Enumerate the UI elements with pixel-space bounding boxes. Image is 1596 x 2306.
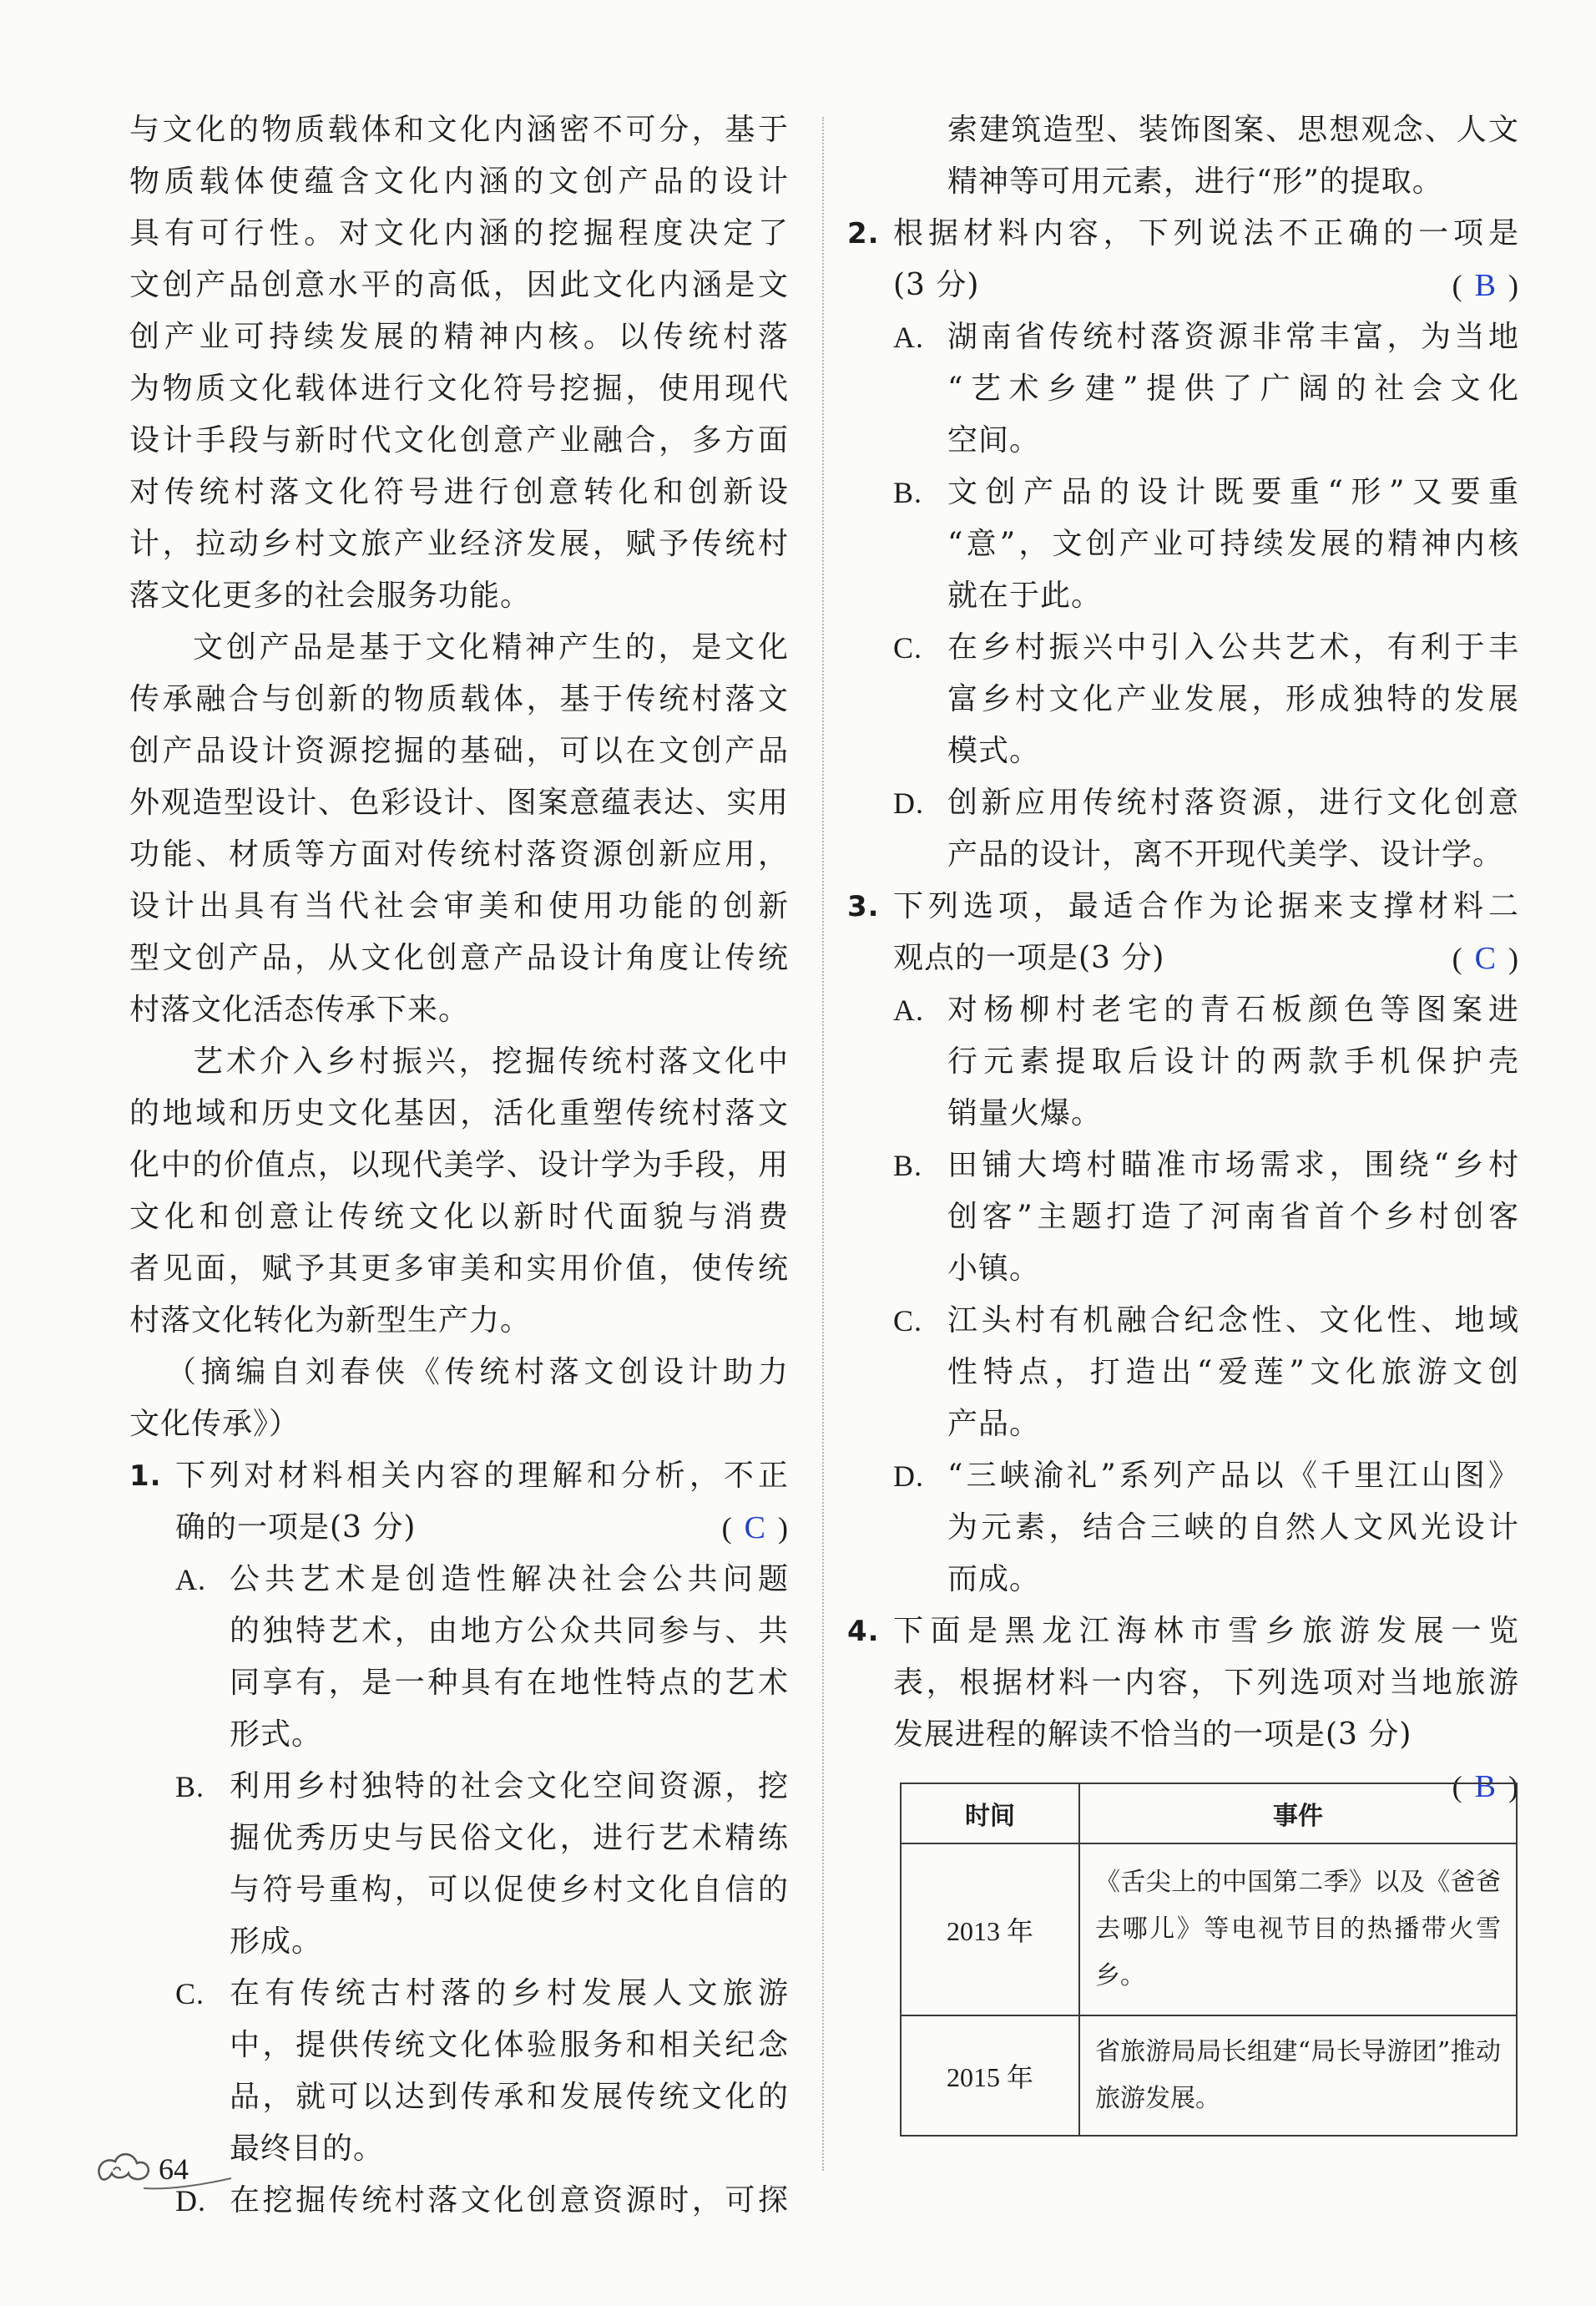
question-stem: 下面是黑龙江海林市雪乡旅游发展一览 [893,1614,1519,1648]
option-c [847,1295,1519,1450]
question-stem [893,260,1519,311]
text-line: 中，提供传统文化体验服务和相关纪念 [230,2028,789,2062]
option-b [847,467,1519,622]
option-label: B. [175,1770,205,1803]
option-label: B. [893,1149,923,1182]
text-line: 文化和创意让传统文化以新时代面貌与消费 [129,1200,789,1234]
text-line: 在挖掘传统村落文化创意资源时，可探 [230,2183,789,2218]
paragraph-2 [129,622,789,1036]
question-stem: 下列对材料相关内容的理解和分析，不正 [175,1459,789,1493]
text-line: “三峡渝礼”系列产品以《千里江山图》 [947,1459,1519,1493]
text-line: 文化传承》） [129,1407,301,1441]
text-line: 对杨柳村老宅的青石板颜色等图案进 [947,993,1519,1027]
text-line: 品，就可以达到传承和发展传统文化的 [230,2080,789,2114]
paragraph-3 [129,1036,789,1347]
option-label: D. [893,1459,924,1493]
table-header-time: 时间 [901,1783,1079,1843]
text-line: 的地域和历史文化基因，活化重塑传统村落文 [129,1096,789,1130]
option-label: C. [893,631,923,665]
question-2 [847,208,1519,311]
answer-letter: B [1474,268,1497,303]
option-c [847,622,1519,777]
text-line: 田铺大塆村瞄准市场需求，围绕“乡村 [947,1148,1519,1182]
text-line: 形成。 [230,1924,323,1959]
text-line: 设计手段与新时代文化创意产业融合，多方面 [129,423,789,458]
text-line: 为元素，结合三峡的自然人文风光设计 [947,1510,1519,1545]
text-line: 设计出具有当代社会审美和使用功能的创新 [129,889,789,923]
text-line: 型文创产品，从文化创意产品设计角度让传统 [129,941,789,975]
text-line: 文创产品是基于文化精神产生的，是文化 [193,630,789,665]
answer-bracket: ( B ) [1452,268,1519,303]
text-line: 创客”主题打造了河南省首个乡村创客 [947,1200,1519,1234]
events-table [900,1783,1518,2137]
text-line: 艺术介入乡村振兴，挖掘传统村落文化中 [193,1044,789,1079]
answer-letter: C [744,1510,766,1545]
text-line: 的独特艺术，由地方公众共同参与、共 [230,1614,789,1648]
text-line: 计，拉动乡村文旅产业经济发展，赋予传统村 [129,527,789,561]
question-stem: 下列选项，最适合作为论据来支撑材料二 [893,889,1519,923]
text-line: “意”，文创产业可持续发展的精神内核 [947,527,1519,561]
option-label: C. [893,1304,923,1338]
option-d [847,1450,1519,1606]
option-a [129,1554,789,1761]
question-number: 1. [129,1459,162,1493]
option-label: D. [893,786,924,820]
question-stem: 根据材料内容，下列说法不正确的一项是 [893,216,1519,250]
text-line: 形式。 [230,1717,323,1752]
text-line: 在有传统古村落的乡村发展人文旅游 [230,1976,789,2010]
table-row [901,1843,1517,2015]
text-line: 就在于此。 [947,579,1103,613]
text-line: 公共艺术是创造性解决社会公共问题 [230,1562,789,1596]
option-a [847,311,1519,467]
right-column [847,104,1519,1813]
text-line: 落文化更多的社会服务功能。 [129,579,532,613]
answer-bracket: ( B ) [1452,1769,1519,1804]
page-number-ornament [93,2142,235,2200]
question-number: 4. [847,1615,880,1648]
option-b [129,1761,789,1968]
text-line: 外观造型设计、色彩设计、图案意蕴表达、实用 [129,786,789,820]
option-d-continued [847,104,1519,208]
table-header-row [901,1783,1517,1843]
text-line: 精神等可用元素，进行“形”的提取。 [947,164,1443,199]
question-stem [175,1502,789,1554]
answer-letter: C [1474,941,1497,976]
paragraph-1 [129,104,789,622]
text-line: 销量火爆。 [947,1096,1103,1130]
question-4 [847,1606,1519,1813]
option-d [847,777,1519,881]
text-line: 在乡村振兴中引入公共艺术，有利于丰 [947,630,1519,665]
answer-bracket: ( C ) [1452,941,1519,976]
text-line: 村落文化活态传承下来。 [129,993,470,1027]
question-1 [129,1450,789,1554]
question-stem-text: (3 分) [893,268,980,302]
text-line: 湖南省传统村落资源非常丰富，为当地 [947,320,1519,354]
text-line: 最终目的。 [230,2132,385,2166]
table-header-event: 事件 [1079,1783,1517,1843]
text-line: 物质载体使蕴含文化内涵的文创产品的设计 [129,164,789,199]
answer-letter: B [1474,1769,1497,1804]
text-line: 对传统村落文化符号进行创意转化和创新设 [129,475,789,509]
text-line: 同享有，是一种具有在地性特点的艺术 [230,1666,789,1700]
text-line: （摘编自刘春侠《传统村落文创设计助力 [166,1355,789,1389]
text-line: 功能、材质等方面对传统村落资源创新应用， [129,837,789,872]
text-line: 与文化的物质载体和文化内涵密不可分，基于 [129,113,789,147]
question-stem-text: 确的一项是(3 分) [175,1510,417,1545]
text-line: 行元素提取后设计的两款手机保护壳 [947,1044,1519,1079]
option-label: B. [893,476,923,509]
option-label: C. [175,1977,205,2010]
text-line: 文创产品创意水平的高低，因此文化内涵是文 [129,268,789,302]
text-line: 具有可行性。对文化内涵的挖掘程度决定了 [129,216,789,250]
text-line: “艺术乡建”提供了广阔的社会文化 [947,372,1519,406]
left-column [129,104,789,2227]
answer-bracket: ( C ) [721,1510,789,1545]
table-cell-event: 《舌尖上的中国第二季》以及《爸爸去哪儿》等电视节目的热播带火雪乡。 [1079,1843,1517,2015]
text-line: 索建筑造型、装饰图案、思想观念、人文 [947,113,1519,147]
question-number: 3. [847,890,880,923]
text-line: 村落文化转化为新型生产力。 [129,1303,532,1338]
question-stem: 发展进程的解读不恰当的一项是(3 分) [893,1717,1412,1752]
text-line: 性特点，打造出“爱莲”文化旅游文创 [947,1355,1519,1389]
text-line: 模式。 [947,734,1041,768]
option-label: A. [893,321,924,354]
text-line: 利用乡村独特的社会文化空间资源，挖 [230,1769,789,1803]
question-stem: 表，根据材料一内容，下列选项对当地旅游 [893,1666,1519,1700]
table-cell-event: 省旅游局局长组建“局长导游团”推动旅游发展。 [1079,2015,1517,2136]
table-row [901,2015,1517,2136]
text-line: 小镇。 [947,1252,1041,1286]
table-cell-time: 2015 年 [901,2015,1079,2136]
option-b [847,1140,1519,1295]
text-line: 富乡村文化产业发展，形成独特的发展 [947,682,1519,716]
question-stem [893,933,1519,984]
text-line: 化中的价值点，以现代美学、设计学为手段，用 [129,1148,789,1182]
text-line: 掘优秀历史与民俗文化，进行艺术精练 [230,1821,789,1855]
text-line: 产品。 [947,1407,1041,1441]
text-line: 创产品设计资源挖掘的基础，可以在文创产品 [129,734,789,768]
question-3 [847,881,1519,984]
page-number: 64 [159,2152,189,2186]
table-cell-time: 2013 年 [901,1843,1079,2015]
text-line: 传承融合与创新的物质载体，基于传统村落文 [129,682,789,716]
text-line: 产品的设计，离不开现代美学、设计学。 [947,837,1504,872]
question-stem-text: 观点的一项是(3 分) [893,941,1165,975]
text-line: 创新应用传统村落资源，进行文化创意 [947,786,1519,820]
text-line: 为物质文化载体进行文化符号挖掘，使用现代 [129,372,789,406]
option-a [847,984,1519,1140]
text-line: 而成。 [947,1562,1041,1596]
text-line: 文创产品的设计既要重“形”又要重 [947,475,1519,509]
text-line: 者见面，赋予其更多审美和实用价值，使传统 [129,1252,789,1286]
text-line: 空间。 [947,423,1041,458]
option-label: A. [893,994,924,1027]
option-label: D. [175,2184,206,2218]
source-citation [129,1347,789,1450]
column-divider [822,117,824,2171]
option-label: A. [175,1563,206,1596]
text-line: 江头村有机融合纪念性、文化性、地域 [947,1303,1519,1338]
question-number: 2. [847,217,880,250]
text-line: 与符号重构，可以促使乡村文化自信的 [230,1873,789,1907]
text-line: 创产业可持续发展的精神内核。以传统村落 [129,320,789,354]
